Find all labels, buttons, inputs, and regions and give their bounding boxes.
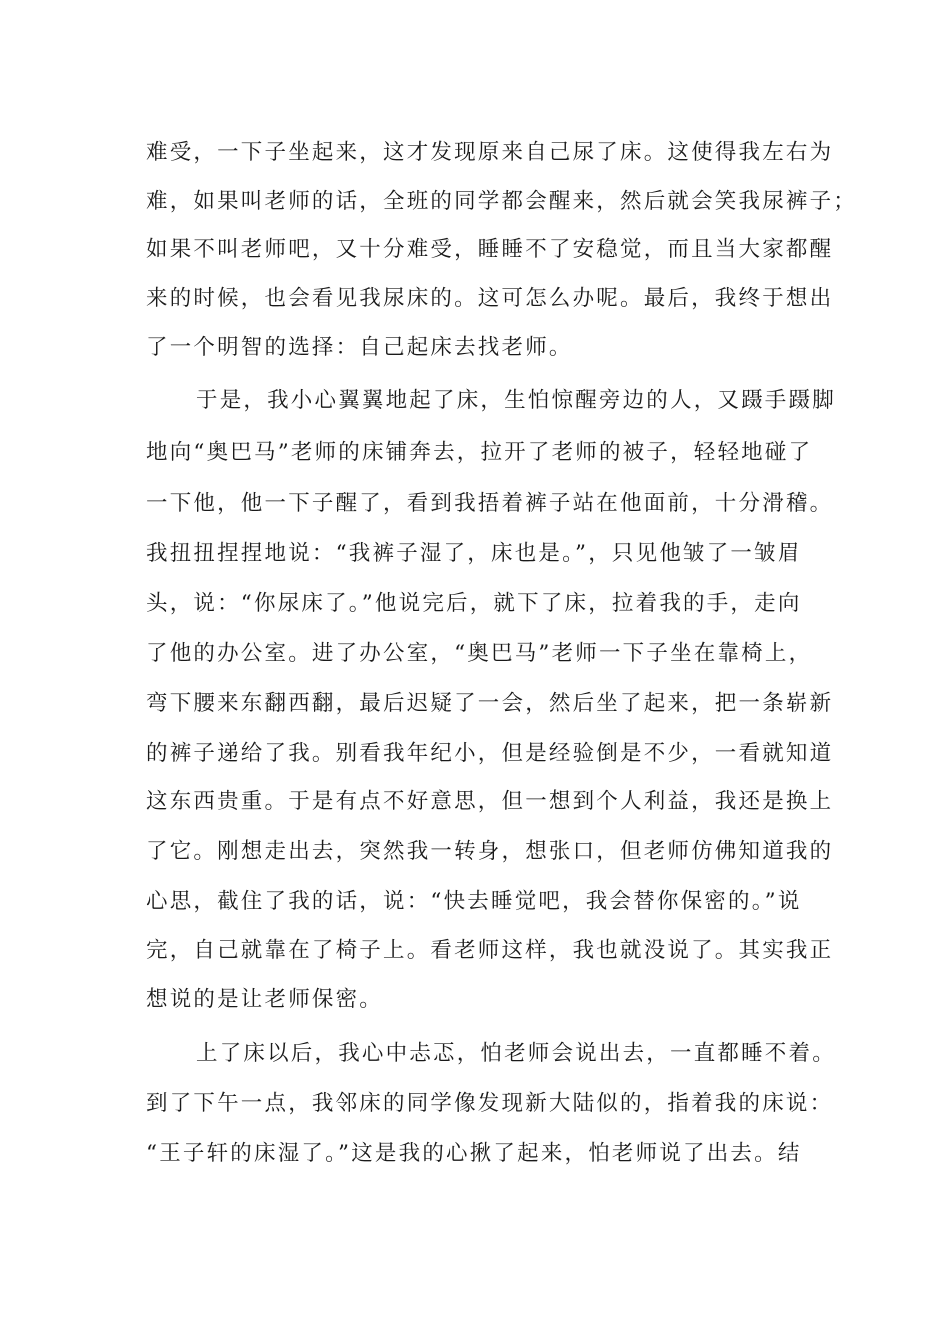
text-line: 难受，一下子坐起来，这才发现原来自己尿了床。这使得我左右为: [146, 140, 834, 165]
text-line: 如果不叫老师吧，又十分难受，睡睡不了安稳觉，而且当大家都醒: [146, 237, 834, 262]
text-line: 一下他，他一下子醒了，看到我捂着裤子站在他面前，十分滑稽。: [146, 491, 834, 516]
text-line: 来的时候，也会看见我尿床的。这可怎么办呢。最后，我终于想出: [146, 286, 834, 311]
text-line: 头，说：“你尿床了。”他说完后，就下了床，拉着我的手，走向: [146, 591, 802, 616]
text-line: 于是，我小心翼翼地起了床，生怕惊醒旁边的人，又蹑手蹑脚: [196, 388, 836, 413]
text-line: 的裤子递给了我。别看我年纪小，但是经验倒是不少，一看就知道: [146, 741, 834, 766]
text-line: 到了下午一点，我邻床的同学像发现新大陆似的，指着我的床说：: [146, 1091, 834, 1116]
text-line: 心思，截住了我的话，说：“快去睡觉吧，我会替你保密的。”说: [146, 889, 802, 914]
text-line: 想说的是让老师保密。: [146, 987, 384, 1012]
text-line: 完，自己就靠在了椅子上。看老师这样，我也就没说了。其实我正: [146, 938, 834, 963]
text-line: 了他的办公室。进了办公室，“奥巴马”老师一下子坐在靠椅上，: [146, 641, 813, 666]
text-line: 了一个明智的选择：自己起床去找老师。: [146, 335, 573, 360]
text-line: 难，如果叫老师的话，全班的同学都会醒来，然后就会笑我尿裤子；: [146, 189, 858, 214]
text-line: 了它。刚想走出去，突然我一转身，想张口，但老师仿佛知道我的: [146, 839, 834, 864]
text-line: 弯下腰来东翻西翻，最后迟疑了一会，然后坐了起来，把一条崭新: [146, 691, 834, 716]
text-line: 我扭扭捏捏地说：“我裤子湿了，床也是。”，只见他皱了一皱眉: [146, 541, 802, 566]
text-line: 这东西贵重。于是有点不好意思，但一想到个人利益，我还是换上: [146, 789, 834, 814]
text-line: 上了床以后，我心中忐忑，怕老师会说出去，一直都睡不着。: [196, 1041, 836, 1066]
text-line: 地向“奥巴马”老师的床铺奔去，拉开了老师的被子，轻轻地碰了: [146, 440, 813, 465]
text-line: “王子轩的床湿了。”这是我的心揪了起来，怕老师说了出去。结: [146, 1141, 802, 1166]
